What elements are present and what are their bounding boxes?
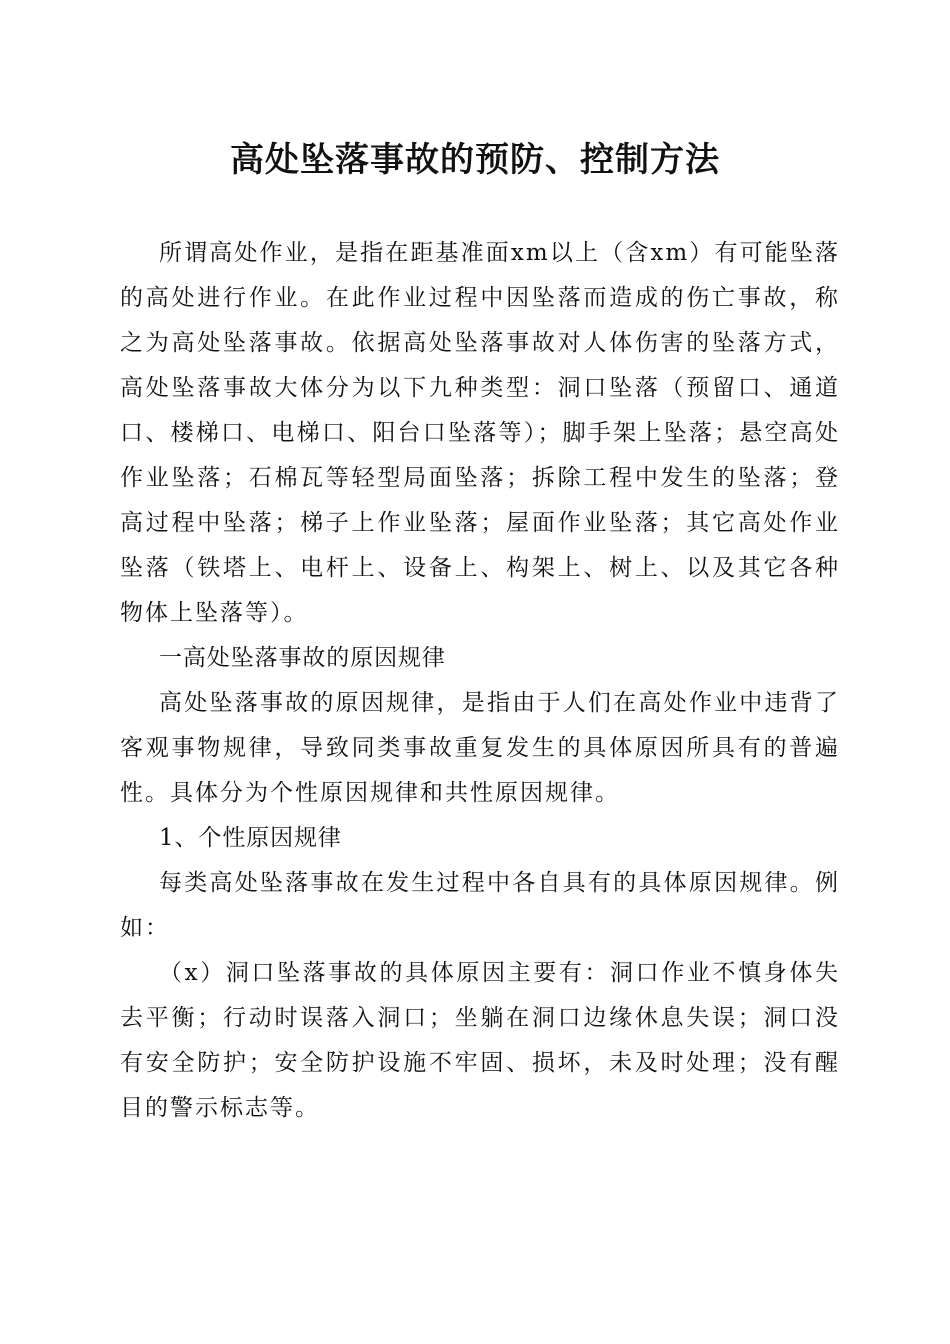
document-title: 高处坠落事故的预防、控制方法: [230, 140, 720, 180]
intro-paragraph: 所谓高处作业，是指在距基准面xm以上（含xm）有可能坠落的高处进行作业。在此作业过程中因坠落而造成的伤亡事故，称之为高处坠落事故。依据高处坠落事故对人体伤害的坠落方式，高处坠落事故大体分为以下九种类型：洞口坠落（预留口、通道口、楼梯口、电梯口、阳台口坠落等）；脚手架上坠落；悬空高处作业坠落；石棉瓦等轻型局面坠落；拆除工程中发生的坠落；登高过程中坠落；梯子上作业坠落；屋面作业坠落；其它高处作业坠落（铁塔上、电杆上、设备上、构架上、树上、以及其它各种物体上坠落等）。: [120, 240, 840, 626]
subsection-heading-individual-causes: 1、个性原因规律: [159, 825, 342, 851]
individual-causes-paragraph: 每类高处坠落事故在发生过程中各自具有的具体原因规律。例如：: [120, 870, 840, 941]
document-body: [120, 231, 840, 1131]
causes-paragraph: 高处坠落事故的原因规律，是指由于人们在高处作业中违背了客观事物规律，导致同类事故重复发生的具体原因所具有的普遍性。具体分为个性原因规律和共性原因规律。: [120, 690, 840, 806]
section-heading-causes: 一高处坠落事故的原因规律: [159, 645, 446, 671]
opening-fall-causes-paragraph: （x）洞口坠落事故的具体原因主要有：洞口作业不慎身体失去平衡；行动时误落入洞口；坐躺在洞口边缘休息失误；洞口没有安全防护；安全防护设施不牢固、损坏，未及时处理；没有醒目的警示标志等。: [120, 960, 840, 1121]
